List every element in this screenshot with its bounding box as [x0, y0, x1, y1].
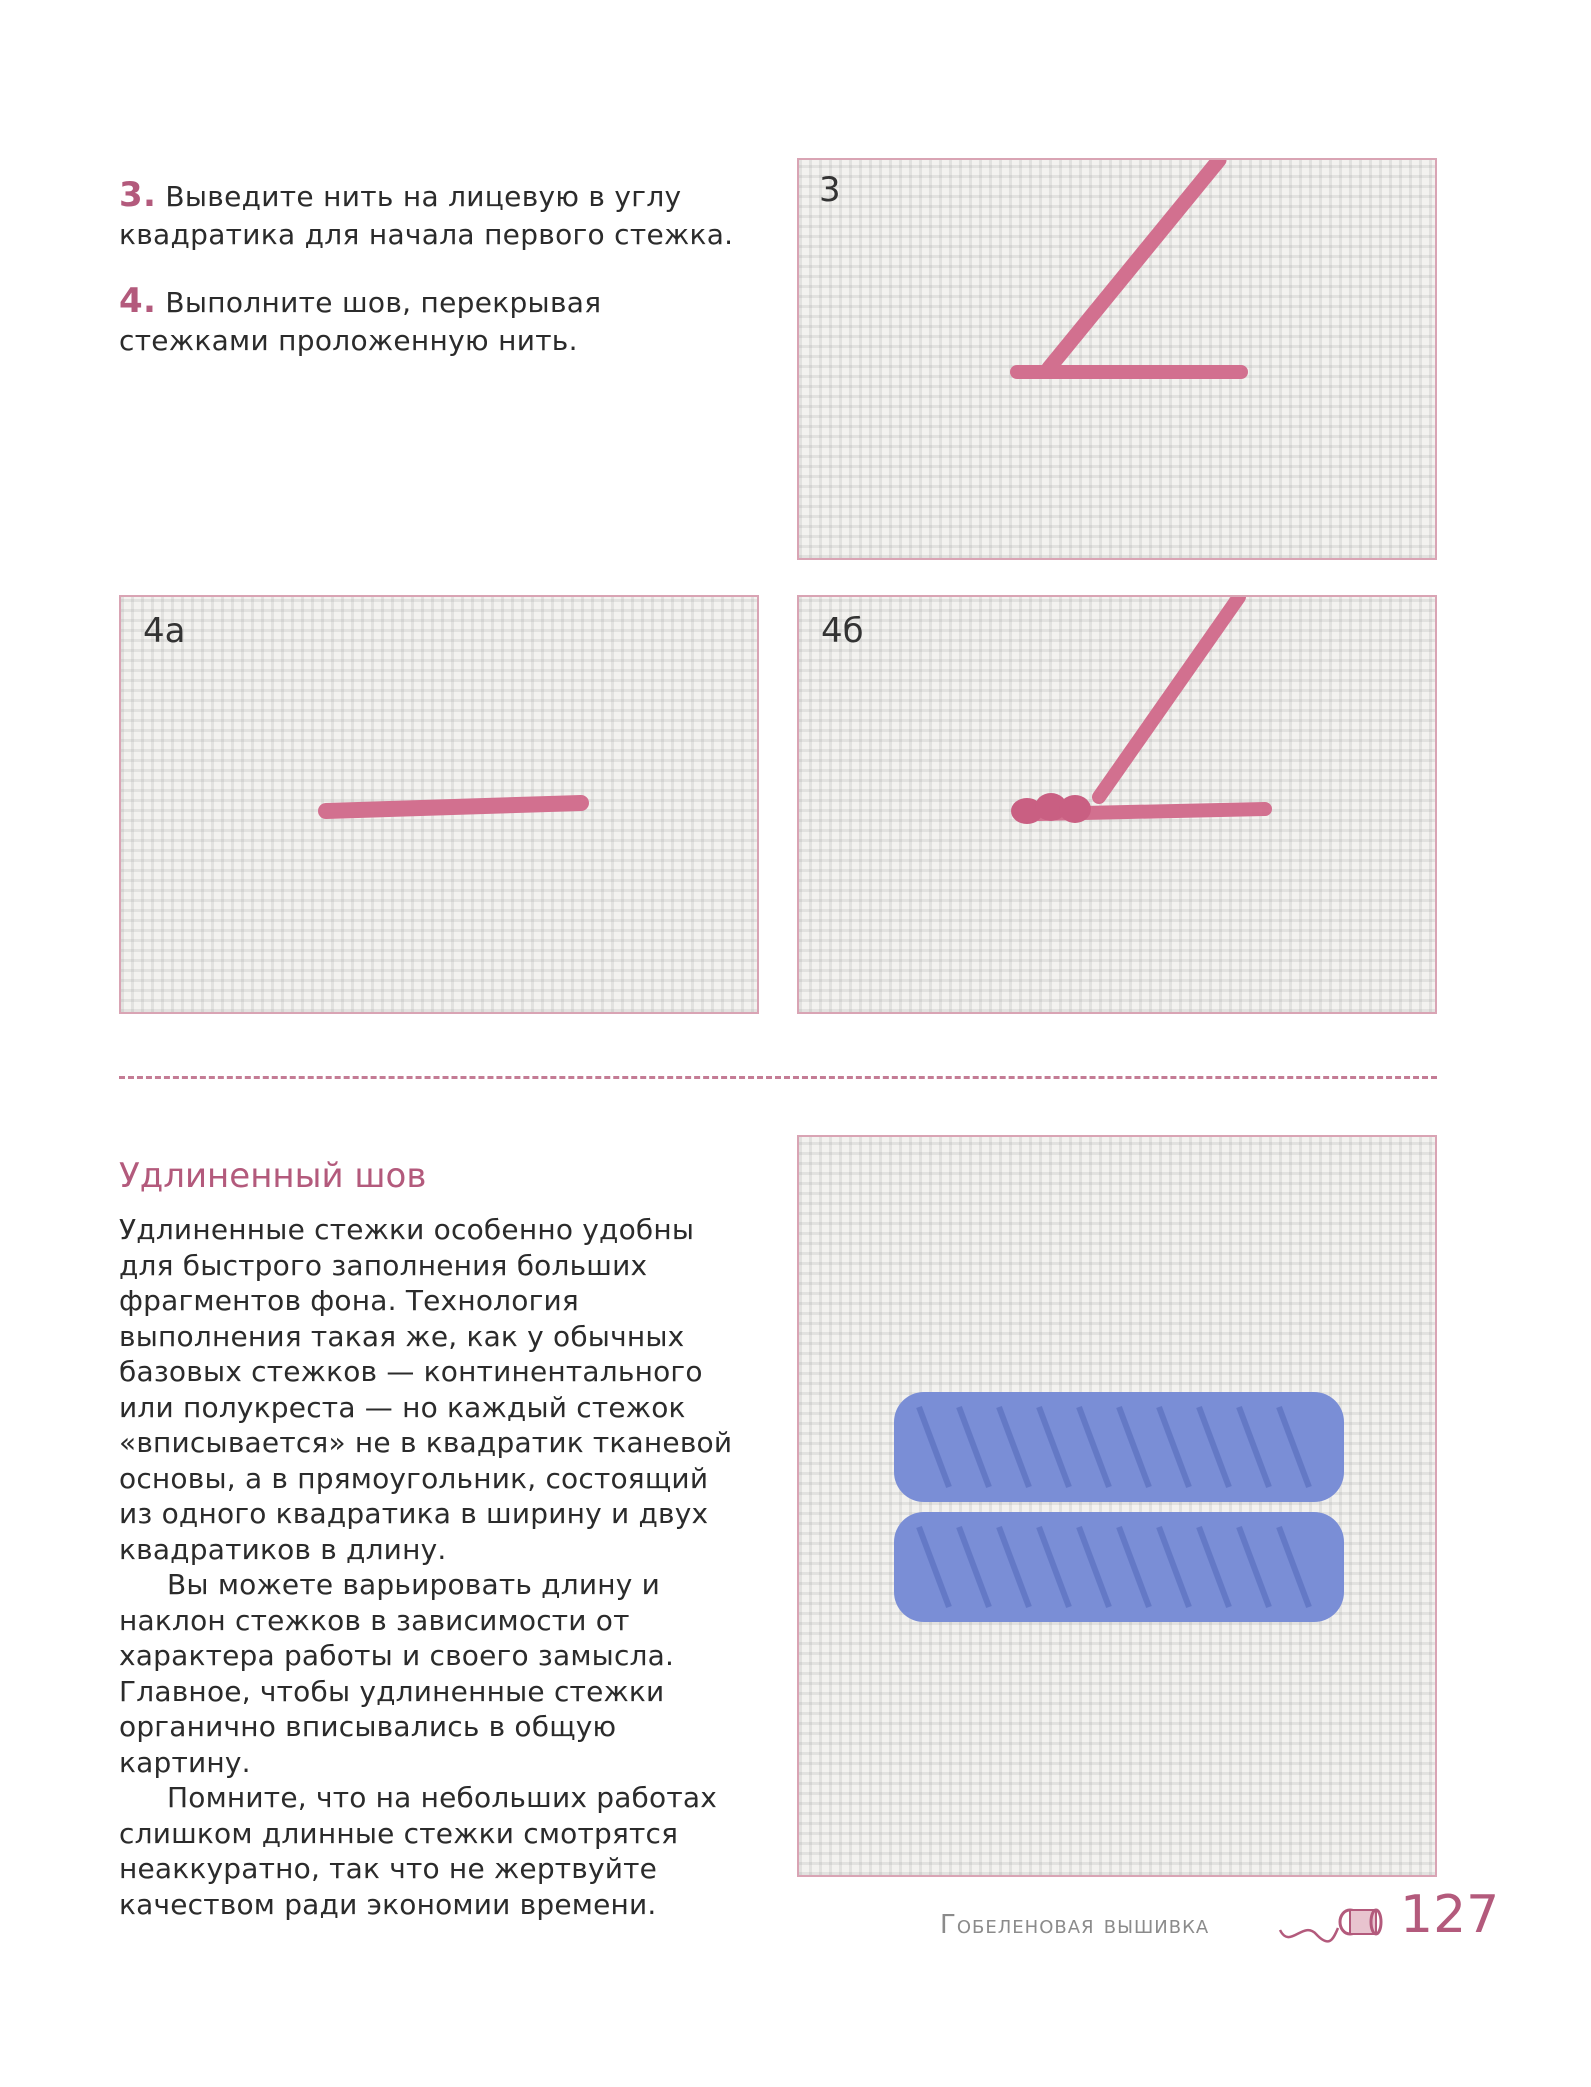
section-divider	[119, 1076, 1437, 1079]
stitch-illustration	[799, 160, 1437, 560]
stitch-illustration	[799, 597, 1437, 1014]
paragraph: Вы можете варьировать длину и наклон стежков в зависимости от характера работы и своего замысла. Главное, чтобы удлиненные стежки органично вписывались в общую картину.	[119, 1568, 675, 1779]
photo-step-3	[797, 158, 1437, 560]
step-text: Выведите нить на лицевую в углу квадратика для начала первого стежка.	[119, 180, 734, 251]
photo-step-4a	[119, 595, 759, 1014]
photo-label: 4б	[821, 611, 864, 651]
paragraph: Удлиненные стежки особенно удобны для быстрого заполнения больших фрагментов фона. Технология выполнения такая же, как у обычных базовых стежков — континентального или полукреста — но каждый стежок «вписывается» не в квадратик тканевой основы, а в прямоугольник, состоящий из одного квадратика в ширину и двух квадратиков в длину.	[119, 1213, 733, 1566]
step-3	[119, 176, 739, 254]
spool-icon	[1278, 1900, 1383, 1954]
photo-step-4b	[797, 595, 1437, 1014]
photo-label: 4а	[143, 611, 186, 651]
photo-long-stitch	[797, 1135, 1437, 1877]
stitch-illustration	[121, 597, 759, 1014]
paragraph: Помните, что на небольших работах слишком длинные стежки смотрятся неаккуратно, так что не жертвуйте качеством ради экономии времени.	[119, 1781, 717, 1921]
photo-label: 3	[819, 170, 841, 210]
page-number: 127	[1400, 1885, 1500, 1945]
step-number: 3.	[119, 175, 157, 215]
section-body	[119, 1212, 739, 1922]
section-title: Удлиненный шов	[119, 1156, 427, 1197]
step-4	[119, 282, 739, 360]
step-text: Выполните шов, перекрывая стежками проложенную нить.	[119, 286, 602, 357]
running-title: Гобеленовая вышивка	[940, 1910, 1210, 1940]
steps-block	[119, 176, 739, 388]
long-stitch-illustration	[799, 1137, 1437, 1877]
step-number: 4.	[119, 281, 157, 321]
